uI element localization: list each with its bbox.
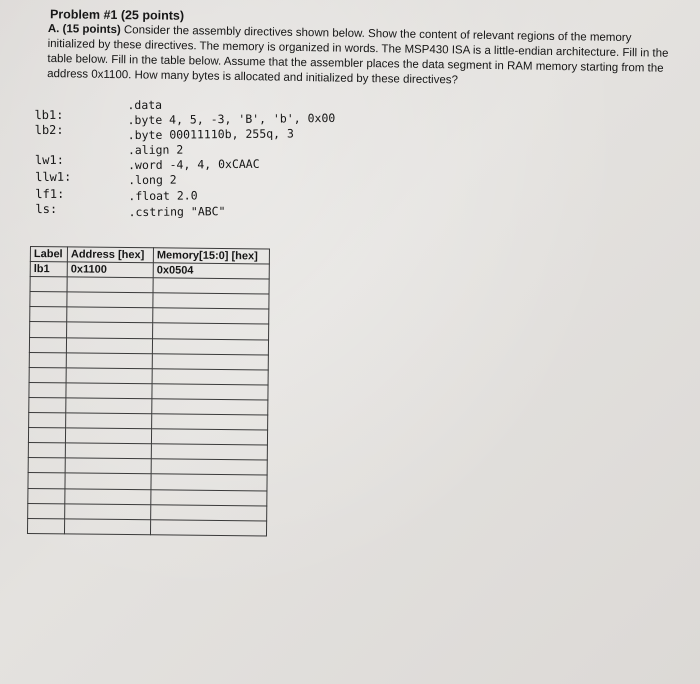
cell-address [66, 368, 152, 384]
cell-address [65, 458, 151, 474]
code-label: lf1: [35, 186, 65, 202]
code-directive: .float 2.0 [128, 188, 198, 204]
cell-memory [152, 353, 268, 369]
cell-label [29, 367, 66, 382]
code-label: llw1: [35, 169, 72, 185]
header-label: Label [30, 247, 67, 262]
cell-memory [151, 489, 267, 505]
cell-address [67, 307, 153, 323]
cell-label [30, 277, 67, 292]
cell-memory [151, 474, 267, 490]
cell-label [28, 488, 65, 503]
problem-body: Consider the assembly directives shown below. Show the content of relevant regions of the memory initialized by these directives. The memory is organized in words. The MSP430 ISA is a little-endian architecture. Fill in the table below. Fill in the table below. Assume that the assembler places the data segment in RAM memory starting from the address 0x1100. How many bytes is allocated and initialized by these directives? [47, 24, 669, 87]
cell-memory [152, 414, 268, 430]
cell-label: lb1 [30, 262, 67, 277]
code-directive: .data [127, 97, 163, 113]
cell-label [28, 428, 65, 443]
code-directive: .long 2 [128, 172, 177, 188]
cell-label [28, 458, 65, 473]
code-directive: .byte 00011110b, 255q, 3 [127, 126, 294, 143]
problem-statement [47, 22, 678, 92]
cell-memory: 0x0504 [153, 263, 269, 279]
assembly-code [34, 95, 435, 224]
cell-label [27, 518, 64, 533]
cell-label [30, 322, 67, 337]
cell-address [64, 519, 150, 535]
cell-address [66, 398, 152, 414]
header-address: Address [hex] [67, 247, 153, 263]
cell-memory [151, 459, 267, 475]
memory-table [27, 246, 270, 536]
cell-label [30, 307, 67, 322]
cell-memory [153, 278, 269, 294]
code-label: ls: [35, 201, 58, 217]
cell-address [66, 337, 152, 353]
code-directive: .cstring "ABC" [128, 204, 226, 220]
cell-memory [152, 338, 268, 354]
cell-memory [152, 369, 268, 385]
cell-label [29, 413, 66, 428]
cell-label [29, 397, 66, 412]
cell-label [29, 382, 66, 397]
cell-address [67, 322, 153, 338]
code-label: lb2: [34, 122, 64, 138]
table-row [27, 518, 266, 536]
cell-memory [152, 399, 268, 415]
cell-address [65, 443, 151, 459]
code-directive: .word -4, 4, 0xCAAC [127, 156, 260, 173]
cell-memory [151, 444, 267, 460]
cell-address [67, 277, 153, 293]
cell-label [28, 443, 65, 458]
code-directive: .byte 4, 5, -3, 'B', 'b', 0x00 [127, 110, 336, 128]
cell-address [65, 503, 151, 519]
cell-address: 0x1100 [67, 262, 153, 278]
cell-memory [152, 384, 268, 400]
cell-address [66, 413, 152, 429]
cell-memory [153, 293, 269, 309]
header-memory: Memory[15:0] [hex] [153, 248, 269, 264]
cell-address [65, 428, 151, 444]
cell-memory [151, 429, 267, 445]
cell-address [66, 383, 152, 399]
cell-address [65, 473, 151, 489]
cell-memory [150, 519, 266, 535]
problem-title: Problem #1 (25 points) [49, 7, 185, 23]
cell-memory [151, 504, 267, 520]
cell-memory [153, 323, 269, 339]
cell-label [28, 473, 65, 488]
code-label: lw1: [34, 152, 64, 168]
code-label: lb1: [34, 107, 64, 123]
cell-address [65, 488, 151, 504]
cell-label [29, 337, 66, 352]
cell-label [29, 352, 66, 367]
cell-address [67, 292, 153, 308]
cell-label [28, 503, 65, 518]
cell-memory [153, 308, 269, 324]
part-label: A. (15 points) [47, 22, 121, 37]
cell-label [30, 292, 67, 307]
cell-address [66, 353, 152, 369]
code-directive: .align 2 [127, 142, 184, 158]
